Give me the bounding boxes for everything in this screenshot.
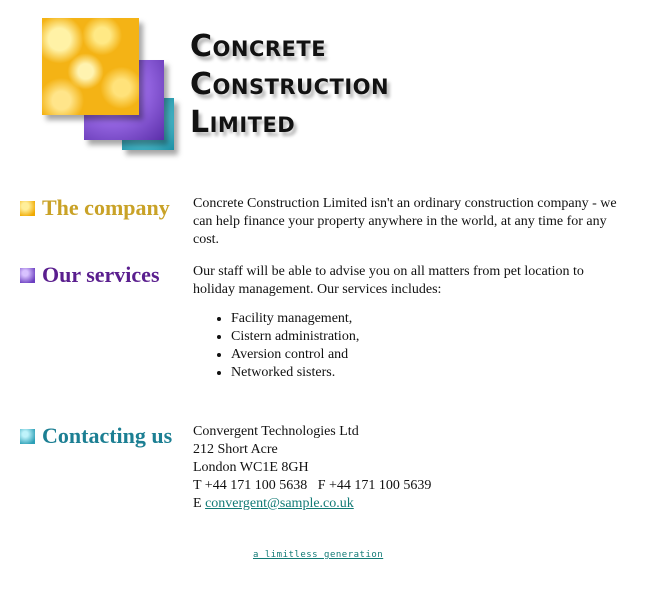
logo-line-1: Concrete	[190, 29, 327, 64]
email-prefix: E	[193, 496, 202, 511]
list-item: • Networked sisters.	[231, 364, 623, 382]
footer-link[interactable]: a limitless generation	[253, 550, 384, 560]
company-logo-title	[190, 28, 389, 142]
cyan-tile-icon	[20, 429, 35, 444]
list-item: • Cistern administration,	[231, 328, 623, 346]
contact-company-name: Convergent Technologies Ltd	[193, 424, 359, 439]
list-item: • Aversion control and	[231, 346, 623, 364]
purple-tile-icon	[20, 268, 35, 283]
contact-street: 212 Short Acre	[193, 442, 278, 457]
services-description	[193, 263, 623, 382]
email-link[interactable]: convergent@sample.co.uk	[205, 496, 354, 511]
contact-address	[193, 423, 623, 513]
company-heading-row	[20, 195, 170, 221]
logo-line-3: Limited	[190, 105, 296, 140]
contact-city: London WC1E 8GH	[193, 460, 309, 475]
company-description	[193, 195, 623, 249]
contact-email-line	[193, 495, 623, 513]
company-text: Concrete Construction Limited isn't an ordinary construction company - we can help finance your property anywhere in the world, at any time for any cost.	[193, 196, 617, 247]
contact-phone-fax: T +44 171 100 5638 F +44 171 100 5639	[193, 478, 432, 493]
services-heading: Our services	[42, 262, 160, 287]
contact-heading-row	[20, 423, 172, 449]
yellow-tile-icon	[20, 201, 35, 216]
list-item: • Facility management,	[231, 310, 623, 328]
logo-tile-yellow	[42, 18, 139, 115]
contact-heading: Contacting us	[42, 423, 173, 448]
services-intro: Our staff will be able to advise you on all matters from pet location to holiday management. Our services includes:	[193, 264, 584, 297]
services-heading-row	[20, 262, 160, 288]
logo-line-2: Construction	[190, 67, 390, 102]
company-heading: The company	[42, 195, 170, 220]
company-logo-graphic	[42, 18, 177, 153]
services-list	[193, 310, 623, 382]
